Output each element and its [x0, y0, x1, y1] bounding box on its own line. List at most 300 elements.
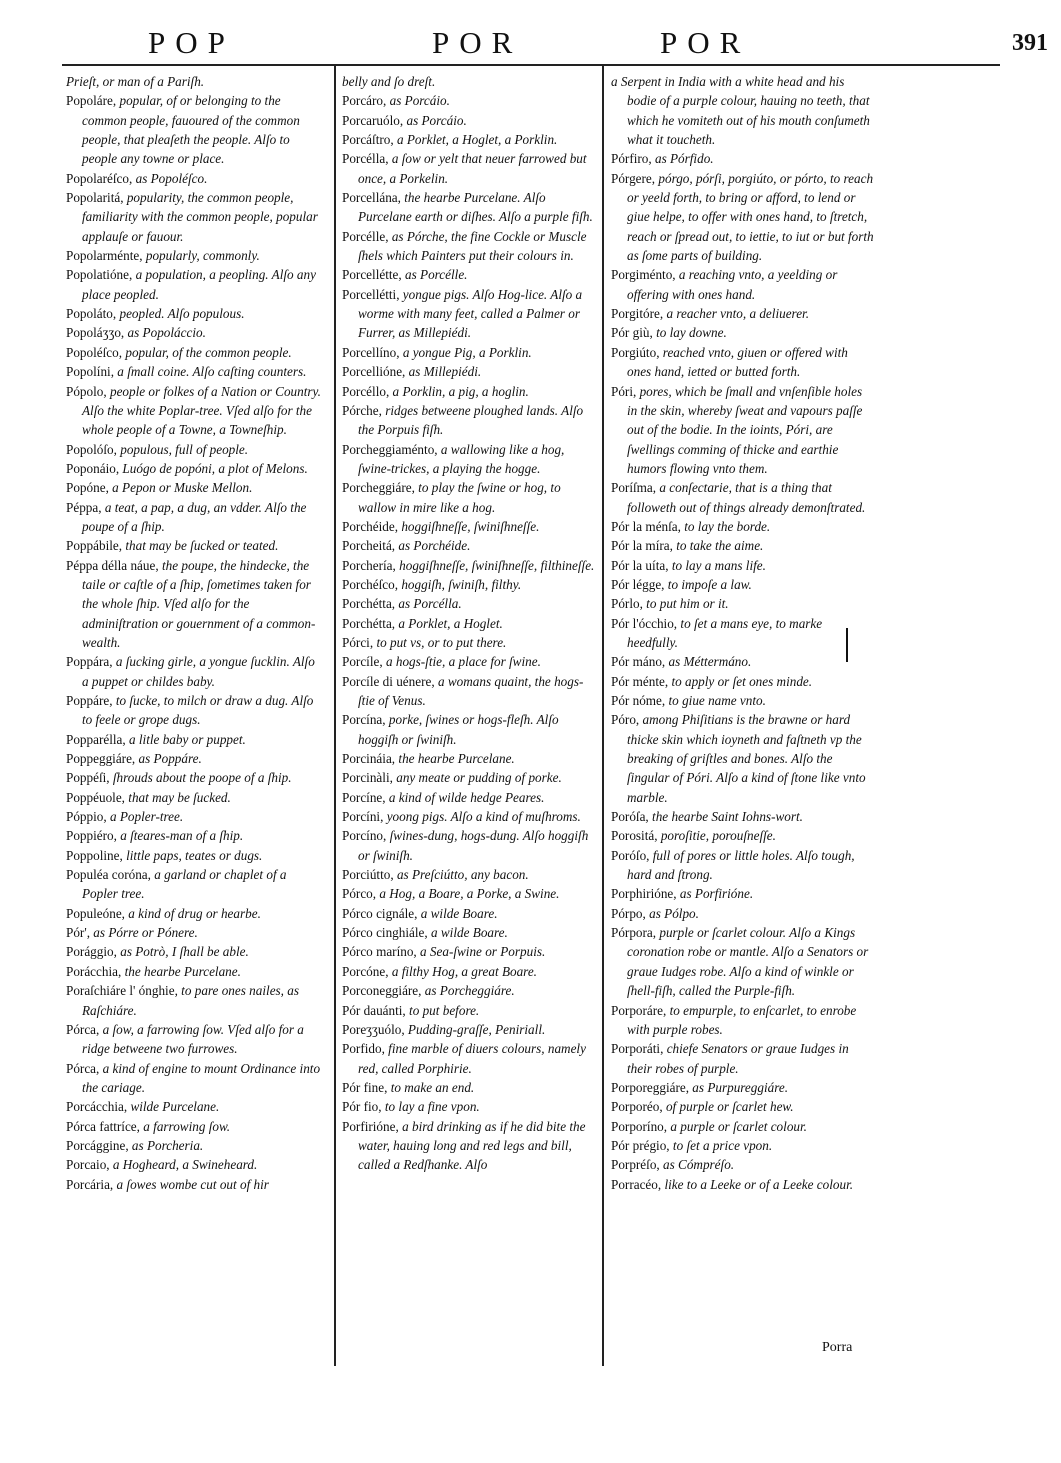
entry-headword: Póro, — [611, 712, 640, 728]
dictionary-entry — [611, 478, 875, 517]
entry-headword: Pórco cinghiále, — [342, 925, 428, 941]
dictionary-entry — [342, 440, 596, 479]
entry-headword: Pórpora, — [611, 925, 657, 941]
entry-gloss: ridges betweene ploughed lands. Alſo the Porpuis fiſh. — [358, 402, 584, 438]
entry-gloss: as Porcáio. — [389, 93, 450, 109]
dictionary-entry — [611, 169, 875, 266]
entry-gloss: among Phiſitians is the brawne or hard thicke skin which ioyneth and faſtneth vp the breaking of griſtles and bones. Alſo the ſingular of Póri. Alſo a kind of ſtone like vnto marble. — [627, 712, 866, 805]
dictionary-entry — [611, 72, 875, 149]
entry-headword: Porporáti, — [611, 1041, 664, 1057]
dictionary-column-3 — [611, 72, 875, 1194]
entry-gloss: a wallowing like a hog, ſwine-trickes, a playing the hogge. — [358, 441, 565, 476]
entry-headword: Poppeggiáre, — [66, 751, 136, 767]
entry-headword: Porpréſo, — [611, 1157, 660, 1173]
entry-headword: Porcíni, — [342, 809, 384, 825]
dictionary-entry — [66, 343, 324, 362]
entry-headword: Porcéllo, — [342, 383, 390, 399]
dictionary-entry — [66, 904, 324, 923]
dictionary-entry — [66, 1155, 324, 1174]
entry-gloss: as Porcélle. — [404, 267, 468, 283]
entry-headword: Porcággine, — [66, 1137, 129, 1153]
dictionary-entry — [611, 1078, 875, 1097]
entry-headword: Pór', — [66, 925, 90, 941]
entry-headword: Porgiménto, — [611, 267, 676, 283]
entry-gloss: as Porchéide. — [398, 538, 471, 554]
entry-gloss: a population, a peopling. Alſo any place peopled. — [82, 267, 316, 302]
entry-headword: Póppio, — [66, 809, 107, 825]
entry-gloss: pórgo, pórſi, porgiúto, or pórto, to reach or yeeld forth, to bring or afford, to lend or giue helpe, to offer with ones hand, to ſtretch, reach or ſpread out, to iettie, to iut or but forth as ſome parts of building. — [627, 170, 874, 264]
entry-gloss: hoggiſh, ſwiniſh, filthy. — [401, 576, 522, 592]
dictionary-entry — [342, 517, 596, 536]
entry-gloss: a Serpent in India with a white head and his bodie of a purple colour, hauing no teeth, that which he vomiteth out of his mouth conſumeth what it toucheth. — [611, 74, 870, 148]
entry-headword: Popoléſco, — [66, 344, 123, 360]
entry-headword: Pór nóme, — [611, 693, 666, 708]
entry-gloss: to lay the borde. — [684, 518, 771, 534]
entry-headword: Pórca, — [66, 1060, 100, 1076]
entry-headword: Popolarménte, — [66, 248, 143, 264]
entry-headword: Pórche, — [342, 402, 382, 418]
entry-headword: Pórco maríno, — [342, 944, 417, 960]
dictionary-entry — [342, 478, 596, 517]
entry-gloss: a Sea-ſwine or Porpuis. — [420, 944, 546, 960]
entry-gloss: ſwines-dung, hogs-dung. Alſo hoggiſh or ſwiniſh. — [358, 828, 589, 863]
dictionary-entry — [342, 865, 596, 884]
entry-headword: Pópolo, — [66, 383, 107, 399]
entry-gloss: as Potrò, I ſhall be able. — [120, 944, 249, 960]
entry-gloss: populous, full of people. — [120, 441, 249, 457]
entry-gloss: to pare ones nailes, as Raſchiáre. — [82, 983, 299, 1018]
entry-headword: Porchétta, — [342, 596, 396, 612]
dictionary-entry — [611, 382, 875, 479]
dictionary-entry — [611, 1001, 875, 1040]
entry-headword: Popolíni, — [66, 364, 114, 380]
entry-gloss: chiefe Senators or graue Iudges in their robes of purple. — [627, 1041, 849, 1076]
dictionary-entry — [342, 382, 596, 401]
entry-gloss: reached vnto, giuen or offered with ones hand, ietted or butted forth. — [627, 344, 848, 380]
dictionary-entry — [66, 323, 324, 342]
entry-headword: Porcélle, — [342, 228, 389, 244]
entry-headword: Poppiéro, — [66, 828, 117, 844]
dictionary-entry — [66, 1136, 324, 1155]
dictionary-entry — [342, 1020, 596, 1039]
entry-headword: Porciútto, — [342, 867, 394, 883]
entry-gloss: to lay downe. — [656, 325, 727, 341]
dictionary-entry — [342, 633, 596, 652]
entry-headword: Porporéo, — [611, 1099, 663, 1115]
dictionary-entry — [342, 343, 596, 362]
dictionary-entry — [66, 498, 324, 537]
dictionary-entry — [66, 691, 324, 730]
dictionary-entry — [342, 652, 596, 671]
entry-gloss: to lay a fine vpon. — [384, 1099, 480, 1115]
entry-gloss: popular, of or belonging to the common people, fauoured of the common people, that pleaſeth the people. Alſo to people any towne or place. — [82, 93, 300, 167]
entry-headword: Porfirióne, — [342, 1118, 399, 1134]
dictionary-entry — [342, 826, 596, 865]
entry-headword: Porcellétti, — [342, 286, 400, 302]
dictionary-entry — [611, 594, 875, 613]
dictionary-entry — [342, 265, 596, 284]
dictionary-entry — [342, 536, 596, 555]
dictionary-entry — [66, 1175, 324, 1194]
dictionary-entry — [342, 149, 596, 188]
dictionary-entry — [611, 904, 875, 923]
entry-gloss: Pudding-graſſe, Peniriall. — [407, 1021, 546, 1037]
entry-headword: Porporíno, — [611, 1118, 668, 1134]
entry-gloss: porke, ſwines or hogs-fleſh. Alſo hoggiſh or ſwiniſh. — [358, 712, 559, 747]
entry-headword: Porcíle, — [342, 654, 383, 670]
entry-headword: Pórgere, — [611, 170, 656, 186]
entry-headword: Porphirióne, — [611, 886, 677, 902]
entry-gloss: a farrowing ſow. — [143, 1118, 231, 1134]
catchword: Porra — [822, 1340, 853, 1355]
entry-gloss: a Porklin, a pig, a hoglin. — [392, 383, 529, 399]
entry-gloss: to make an end. — [390, 1079, 475, 1095]
dictionary-entry — [342, 614, 596, 633]
entry-gloss: as Porcáio. — [406, 112, 467, 128]
dictionary-entry — [66, 846, 324, 865]
entry-gloss: to put vs, or to put there. — [376, 634, 507, 650]
entry-headword: Porracéo, — [611, 1176, 662, 1192]
dictionary-entry — [342, 401, 596, 440]
entry-headword: Pór légge, — [611, 576, 665, 592]
entry-gloss: a litle baby or puppet. — [129, 731, 246, 747]
dictionary-entry — [611, 149, 875, 168]
dictionary-entry — [611, 304, 875, 323]
entry-headword: Porcinàli, — [342, 770, 393, 786]
dictionary-entry — [342, 981, 596, 1000]
entry-gloss: a purple or ſcarlet colour. — [670, 1118, 807, 1134]
dictionary-entry — [66, 246, 324, 265]
dictionary-entry — [611, 807, 875, 826]
entry-gloss: popularity, the common people, familiarity with the common people, popular applauſe or fauour. — [82, 190, 318, 244]
dictionary-entry — [342, 594, 596, 613]
dictionary-entry — [342, 575, 596, 594]
entry-headword: Porchéide, — [342, 518, 399, 534]
dictionary-entry — [66, 788, 324, 807]
entry-gloss: as Pórre or Pónere. — [93, 925, 198, 941]
entry-headword: Pór l'ócchio, — [611, 615, 678, 631]
dictionary-entry — [66, 962, 324, 981]
dictionary-entry — [342, 1078, 596, 1097]
entry-headword: Pórpo, — [611, 905, 646, 921]
dictionary-entry — [611, 536, 875, 555]
entry-headword: Póri, — [611, 383, 637, 399]
entry-headword: Poppábile, — [66, 538, 123, 554]
entry-headword: Porcélla, — [342, 151, 389, 167]
entry-headword: Porcíle di uénere, — [342, 673, 435, 689]
entry-headword: Porcheggiaménto, — [342, 441, 438, 457]
entry-gloss: ſhrouds about the poope of a ſhip. — [112, 770, 292, 786]
entry-gloss: a wilde Boare. — [420, 905, 498, 921]
entry-headword: Poróſa, — [611, 809, 649, 825]
entry-gloss: as Pólpo. — [649, 905, 699, 921]
entry-gloss: fine marble of diuers colours, namely red, called Porphirie. — [358, 1041, 586, 1076]
entry-gloss: to take the aime. — [676, 538, 764, 554]
dictionary-entry — [611, 672, 875, 691]
entry-gloss: to put him or it. — [646, 596, 729, 612]
entry-headword: Porconeggiáre, — [342, 983, 422, 999]
dictionary-column-2 — [342, 72, 596, 1175]
entry-gloss: as Méttermáno. — [668, 654, 752, 670]
entry-headword: Poppáre, — [66, 693, 113, 708]
dictionary-entry — [611, 691, 875, 710]
dictionary-entry — [342, 227, 596, 266]
dictionary-entry — [342, 788, 596, 807]
entry-gloss: a Popler-tree. — [109, 809, 184, 825]
entry-headword: Pór máno, — [611, 654, 666, 670]
dictionary-entry — [66, 188, 324, 246]
dictionary-entry — [611, 710, 875, 807]
dictionary-entry — [66, 865, 324, 904]
entry-gloss: to apply or ſet ones minde. — [671, 673, 813, 689]
dictionary-entry — [611, 1117, 875, 1136]
entry-gloss: the poupe, the hindecke, the taile or caſtle of a ſhip, ſometimes taken for the whole ſhip. Vſed alſo for the adminiſtration or gouernment of a common-wealth. — [82, 557, 316, 650]
dictionary-entry — [611, 1097, 875, 1116]
dictionary-entry — [342, 672, 596, 711]
entry-headword: Pór ménte, — [611, 673, 669, 689]
entry-gloss: to ſet a mans eye, to marke heedfully. — [627, 615, 823, 650]
entry-headword: Porcaruólo, — [342, 112, 404, 128]
entry-gloss: as Pórche, the fine Cockle or Muscle ſhels which Painters put their colours in. — [358, 228, 587, 264]
dictionary-entry — [66, 536, 324, 555]
entry-gloss: as Porcélla. — [398, 596, 462, 612]
entry-gloss: peopled. Alſo populous. — [119, 306, 245, 322]
entry-gloss: a Hog, a Boare, a Porke, a Swine. — [379, 886, 560, 902]
entry-gloss: a filthy Hog, a great Boare. — [391, 963, 537, 979]
dictionary-entry — [342, 962, 596, 981]
entry-gloss: a Hogheard, a Swineheard. — [112, 1157, 258, 1173]
entry-headword: Poreʒʒuólo, — [342, 1021, 405, 1037]
entry-headword: Péppa délla náue, — [66, 557, 159, 573]
dictionary-entry — [66, 556, 324, 653]
entry-gloss: to impoſe a law. — [667, 576, 752, 592]
dictionary-entry — [342, 130, 596, 149]
entry-headword: Popoláto, — [66, 306, 117, 322]
page-number: 391 — [1012, 30, 1048, 56]
dictionary-entry — [342, 285, 596, 343]
entry-gloss: a garland or chaplet of a Popler tree. — [82, 867, 287, 902]
entry-headword: Pórlo, — [611, 596, 643, 612]
dictionary-entry — [66, 826, 324, 845]
dictionary-entry — [611, 1155, 875, 1174]
entry-gloss: people or folkes of a Nation or Country. Alſo the white Poplar-tree. Vſed alſo for the whole people of a Towne, a Towneſhip. — [82, 383, 321, 438]
entry-gloss: as Popoléſco. — [135, 170, 208, 186]
entry-gloss: a ſow or yelt that neuer farrowed but once, a Porkelin. — [358, 151, 587, 186]
entry-headword: Porcína, — [342, 712, 386, 728]
entry-gloss: any meate or pudding of porke. — [396, 770, 562, 786]
dictionary-entry — [66, 1117, 324, 1136]
entry-headword: Populeóne, — [66, 905, 125, 921]
entry-gloss: as Purpureggiáre. — [692, 1079, 789, 1095]
entry-headword: Porgiúto, — [611, 344, 660, 360]
entry-gloss: a ſow, a farrowing ſow. Vſed alſo for a ridge betweene two furrowes. — [82, 1021, 304, 1057]
dictionary-entry — [66, 382, 324, 440]
entry-gloss: as Cómpréſo. — [663, 1157, 735, 1173]
entry-gloss: popular, of the common people. — [125, 344, 292, 360]
entry-headword: Porággio, — [66, 944, 117, 960]
entry-gloss: purple or ſcarlet colour. Alſo a Kings coronation robe or mantle. Alſo a Senators or graue Iudges robe. Alſo a kind of winkle or ſhell-fiſh, called the Purple-fiſh. — [627, 925, 869, 999]
entry-headword: Porcellána, — [342, 190, 401, 206]
dictionary-column-1 — [66, 72, 324, 1194]
entry-gloss: a reaching vnto, a yeelding or offering with ones hand. — [627, 267, 838, 302]
entry-gloss: as Popoláccio. — [127, 325, 206, 341]
dictionary-entry — [66, 652, 324, 691]
entry-headword: Porchétta, — [342, 615, 396, 631]
entry-headword: Porcheggiáre, — [342, 480, 415, 496]
entry-headword: Poppéuole, — [66, 789, 125, 805]
entry-headword: Pórco cignále, — [342, 905, 418, 921]
entry-gloss: popularly, commonly. — [145, 248, 260, 264]
entry-gloss: as Poppáre. — [138, 751, 202, 767]
entry-gloss: to ſucke, to milch or draw a dug. Alſo to feele or grope dugs. — [82, 693, 314, 728]
entry-gloss: of purple or ſcarlet hew. — [665, 1099, 794, 1115]
entry-headword: Porchería, — [342, 557, 396, 573]
entry-gloss: to put before. — [409, 1002, 480, 1018]
entry-gloss: the hearbe Purcelane. — [398, 751, 515, 767]
running-head-middle: POR — [432, 25, 523, 60]
dictionary-entry — [66, 807, 324, 826]
entry-gloss: a Porklet, a Hoglet. — [398, 615, 503, 631]
entry-headword: Pór fio, — [342, 1099, 382, 1115]
entry-gloss: a bird drinking as if he did bite the water, hauing long and red legs and bill, called a Redſhanke. Alſo — [358, 1118, 586, 1173]
entry-headword: Pórca fattríce, — [66, 1118, 140, 1134]
entry-gloss: to empurple, to enſcarlet, to enrobe with purple robes. — [627, 1002, 857, 1037]
dictionary-entry — [66, 304, 324, 323]
dictionary-entry — [342, 710, 596, 749]
entry-gloss: poroſitie, porouſneſſe. — [660, 828, 776, 844]
dictionary-entry — [342, 807, 596, 826]
dictionary-entry — [342, 923, 596, 942]
entry-headword: Poppéſi, — [66, 770, 110, 786]
entry-gloss: to ſet a price vpon. — [672, 1137, 773, 1153]
entry-headword: Poppára, — [66, 654, 113, 670]
entry-gloss: a kind of engine to mount Ordinance into the cariage. — [82, 1060, 321, 1095]
entry-gloss: as Preſciútto, any bacon. — [396, 867, 529, 883]
entry-gloss: as Millepiédi. — [408, 364, 482, 380]
entry-gloss: a kind of drug or hearbe. — [128, 905, 261, 921]
dictionary-entry — [66, 981, 324, 1020]
entry-headword: Poppoline, — [66, 847, 123, 863]
entry-gloss: to play the ſwine or hog, to wallow in mire like a hog. — [358, 480, 561, 515]
entry-gloss: as Porcheria. — [131, 1137, 204, 1153]
dictionary-entry — [611, 826, 875, 845]
entry-headword: Porcellétte, — [342, 267, 402, 283]
dictionary-entry — [342, 1039, 596, 1078]
entry-gloss: little paps, teates or dugs. — [126, 847, 263, 863]
column-divider-1 — [334, 66, 336, 1366]
dictionary-entry — [611, 265, 875, 304]
entry-headword: Poríſma, — [611, 480, 657, 496]
entry-headword: Popolaréſco, — [66, 170, 133, 186]
dictionary-entry — [66, 1059, 324, 1098]
running-head-left: POP — [148, 25, 235, 60]
dictionary-entry — [611, 575, 875, 594]
entry-gloss: Luógo de popóni, a plot of Melons. — [122, 460, 308, 476]
entry-headword: Porcíne, — [342, 789, 386, 805]
entry-headword: Porcáro, — [342, 93, 387, 109]
entry-headword: Porchéſco, — [342, 576, 399, 592]
entry-gloss: a ſowes wombe cut out of hir — [116, 1176, 269, 1192]
entry-headword: Populéa coróna, — [66, 867, 151, 883]
entry-headword: Popolaritá, — [66, 190, 124, 206]
dictionary-entry — [342, 188, 596, 227]
entry-headword: Pórci, — [342, 634, 374, 650]
dictionary-entry — [611, 517, 875, 536]
dictionary-entry — [66, 1097, 324, 1116]
dictionary-entry — [611, 556, 875, 575]
entry-gloss: a teat, a pap, a dug, an vdder. Alſo the poupe of a ſhip. — [82, 499, 307, 534]
entry-headword: Pór fine, — [342, 1079, 388, 1095]
entry-headword: Porcellióne, — [342, 364, 406, 380]
running-head-right: POR — [660, 25, 751, 60]
dictionary-entry — [611, 1175, 875, 1194]
entry-headword: Porporáre, — [611, 1002, 667, 1018]
dictionary-entry — [66, 923, 324, 942]
entry-headword: Poróſo, — [611, 847, 650, 863]
entry-gloss: Prieſt, or man of a Pariſh. — [66, 74, 205, 89]
entry-gloss: that may be ſucked or teated. — [125, 538, 279, 554]
dictionary-entry — [66, 265, 324, 304]
dictionary-entry — [611, 884, 875, 903]
entry-gloss: that may be ſucked. — [128, 789, 231, 805]
dictionary-entry — [66, 478, 324, 497]
entry-gloss: belly and ſo dreſt. — [342, 74, 436, 89]
entry-gloss: a kind of wilde hedge Peares. — [388, 789, 545, 805]
entry-headword: Porgitóre, — [611, 306, 664, 322]
dictionary-entry — [342, 556, 596, 575]
entry-headword: Pór dauánti, — [342, 1002, 406, 1018]
entry-gloss: yongue pigs. Alſo Hog-lice. Alſo a worme with many feet, called a Palmer or Furrer, as Millepiédi. — [358, 286, 583, 341]
dictionary-entry — [66, 169, 324, 188]
entry-gloss: as Porcheggiáre. — [424, 983, 515, 999]
entry-headword: Porcheitá, — [342, 538, 396, 554]
entry-headword: Pórco, — [342, 886, 377, 902]
column-divider-2 — [602, 66, 604, 1366]
dictionary-entry — [66, 749, 324, 768]
entry-headword: Pór la uíta, — [611, 557, 669, 573]
dictionary-entry — [342, 1117, 596, 1175]
entry-headword: Porcináia, — [342, 751, 396, 767]
entry-gloss: hoggiſhneſſe, ſwiniſhneſſe. — [401, 518, 540, 534]
dictionary-entry — [66, 362, 324, 381]
entry-headword: Porcóne, — [342, 963, 389, 979]
entry-headword: Porcellíno, — [342, 344, 400, 360]
entry-gloss: a wilde Boare. — [431, 925, 508, 941]
entry-gloss: a ſteares-man of a ſhip. — [120, 828, 244, 844]
dictionary-entry — [342, 768, 596, 787]
entry-headword: Porácchia, — [66, 963, 122, 979]
entry-headword: Pór prégio, — [611, 1137, 670, 1153]
dictionary-entry — [342, 362, 596, 381]
entry-headword: Porcária, — [66, 1176, 114, 1192]
entry-headword: Péppa, — [66, 499, 102, 515]
entry-headword: Pór giù, — [611, 325, 653, 341]
entry-gloss: a Porklet, a Hoglet, a Porklin. — [396, 132, 558, 148]
entry-headword: Pórfiro, — [611, 151, 652, 167]
entry-gloss: a hogs-ſtie, a place for ſwine. — [385, 654, 541, 670]
dictionary-entry — [342, 91, 596, 110]
dictionary-entry — [342, 111, 596, 130]
dictionary-entry — [611, 846, 875, 885]
entry-gloss: hoggiſhneſſe, ſwiniſhneſſe, filthineſſe. — [399, 557, 595, 573]
entry-headword: Porcáſtro, — [342, 132, 394, 148]
entry-gloss: a womans quaint, the hogs-ſtie of Venus. — [358, 673, 584, 708]
entry-gloss: wilde Purcelane. — [130, 1099, 220, 1115]
entry-headword: Pór la ménſa, — [611, 518, 681, 534]
dictionary-entry — [611, 923, 875, 1000]
dictionary-entry — [66, 440, 324, 459]
dictionary-entry — [66, 91, 324, 168]
